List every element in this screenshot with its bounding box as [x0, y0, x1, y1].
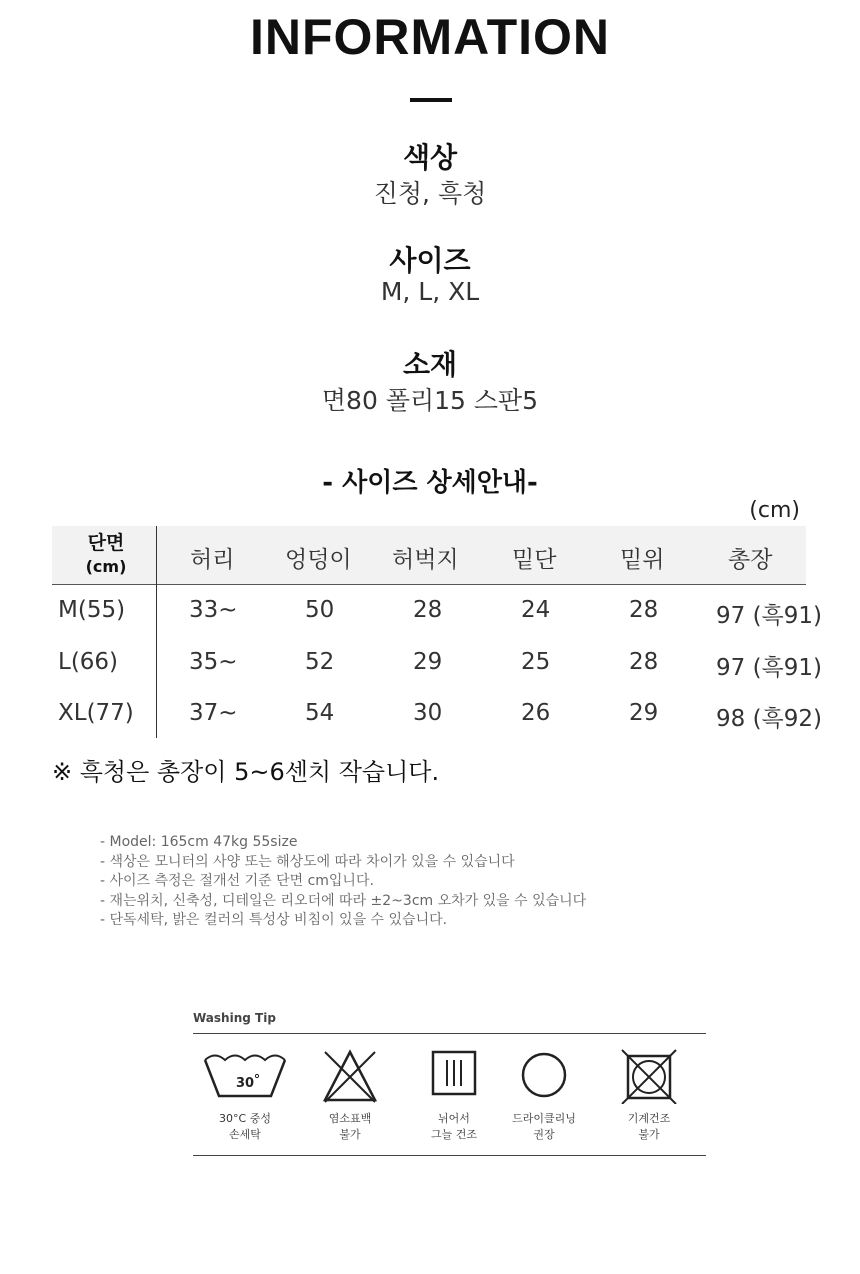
no-tumble-dry-label-line2: 불가 — [638, 1128, 660, 1141]
cell-l-waist: 35~ — [189, 649, 238, 675]
size-table — [52, 526, 823, 738]
cell-m-length: 97 (흑91) — [716, 603, 823, 629]
no-tumble-dry-icon — [619, 1048, 679, 1108]
wash-temperature: 30 — [235, 1076, 255, 1091]
size-guide-heading: - 사이즈 상세안내- — [322, 468, 538, 498]
length-notice: ※ 흑청은 총장이 5~6센치 작습니다. — [52, 758, 440, 786]
header-hip: 엉덩이 — [285, 547, 352, 573]
washing-bottom-divider — [193, 1155, 706, 1156]
cell-m-hip: 50 — [305, 597, 335, 623]
note-item: - 재는위치, 신축성, 디테일은 리오더에 따라 ±2~3cm 오차가 있을 수 있습니다 — [100, 892, 587, 909]
table-header-first — [66, 532, 146, 578]
note-item: - 사이즈 측정은 절개선 기준 단면 cm입니다. — [100, 873, 374, 889]
row-size-m: M(55) — [58, 597, 126, 623]
size-value: M, L, XL — [380, 277, 480, 306]
hand-wash-label-line1: 30°C 중성 — [219, 1112, 271, 1125]
header-first-line1: 단면 — [87, 532, 125, 554]
note-item: - 단독세탁, 밝은 컬러의 특성상 비침이 있을 수 있습니다. — [100, 912, 448, 928]
no-bleach-label — [295, 1111, 405, 1143]
dry-clean-label-line2: 권장 — [533, 1128, 555, 1141]
size-unit: (cm) — [749, 498, 800, 523]
cell-l-thigh: 29 — [413, 649, 443, 675]
shade-dry-label-line2: 그늘 건조 — [430, 1128, 477, 1141]
page-title: INFORMATION — [249, 9, 611, 65]
hand-wash-label — [190, 1111, 300, 1143]
header-waist: 허리 — [190, 547, 235, 573]
cell-xl-rise: 29 — [629, 700, 659, 726]
no-bleach-label-line2: 불가 — [339, 1128, 361, 1141]
header-first-line2: (cm) — [85, 557, 127, 576]
no-tumble-dry-label — [594, 1111, 704, 1143]
cell-l-rise: 28 — [629, 649, 659, 675]
color-value: 진청, 흑청 — [373, 179, 487, 208]
cell-m-hem: 24 — [521, 597, 551, 623]
dry-clean-icon — [519, 1048, 569, 1104]
header-thigh: 허벅지 — [392, 547, 459, 573]
shade-dry-icon — [431, 1048, 477, 1102]
cell-xl-length: 98 (흑92) — [716, 706, 823, 732]
hand-wash-30-icon — [202, 1048, 288, 1104]
shade-dry-label-line1: 뉘어서 — [438, 1112, 470, 1125]
cell-l-hem: 25 — [521, 649, 551, 675]
color-label: 색상 — [402, 141, 458, 174]
dry-clean-label — [489, 1111, 599, 1143]
cell-m-waist: 33~ — [189, 597, 238, 623]
header-length: 총장 — [728, 547, 773, 573]
washing-tip-title: Washing Tip — [193, 1011, 276, 1025]
note-item: - 색상은 모니터의 사양 또는 해상도에 따라 차이가 있을 수 있습니다 — [100, 853, 515, 870]
cell-xl-waist: 37~ — [189, 700, 238, 726]
cell-m-thigh: 28 — [413, 597, 443, 623]
row-size-xl: XL(77) — [58, 700, 134, 726]
cell-m-rise: 28 — [629, 597, 659, 623]
dry-clean-label-line1: 드라이클리닝 — [512, 1112, 576, 1125]
notes-list — [100, 833, 586, 931]
material-label: 소재 — [402, 348, 458, 381]
no-tumble-dry-label-line1: 기계건조 — [627, 1112, 671, 1125]
title-underline — [410, 98, 452, 102]
note-item: - Model: 165cm 47kg 55size — [100, 834, 298, 850]
table-column-divider — [156, 526, 157, 738]
cell-l-hip: 52 — [305, 649, 335, 675]
hand-wash-label-line2: 손세탁 — [229, 1128, 261, 1141]
no-bleach-icon — [321, 1048, 379, 1108]
table-header-divider — [52, 584, 806, 585]
cell-xl-thigh: 30 — [413, 700, 443, 726]
row-size-l: L(66) — [58, 649, 119, 675]
cell-xl-hip: 54 — [305, 700, 335, 726]
washing-top-divider — [193, 1033, 706, 1034]
header-hem: 밑단 — [512, 547, 557, 573]
header-rise: 밑위 — [620, 547, 665, 573]
no-bleach-label-line1: 염소표백 — [328, 1112, 372, 1125]
material-value: 면80 폴리15 스판5 — [321, 386, 539, 415]
cell-l-length: 97 (흑91) — [716, 655, 823, 681]
size-label: 사이즈 — [389, 244, 471, 277]
cell-xl-hem: 26 — [521, 700, 551, 726]
